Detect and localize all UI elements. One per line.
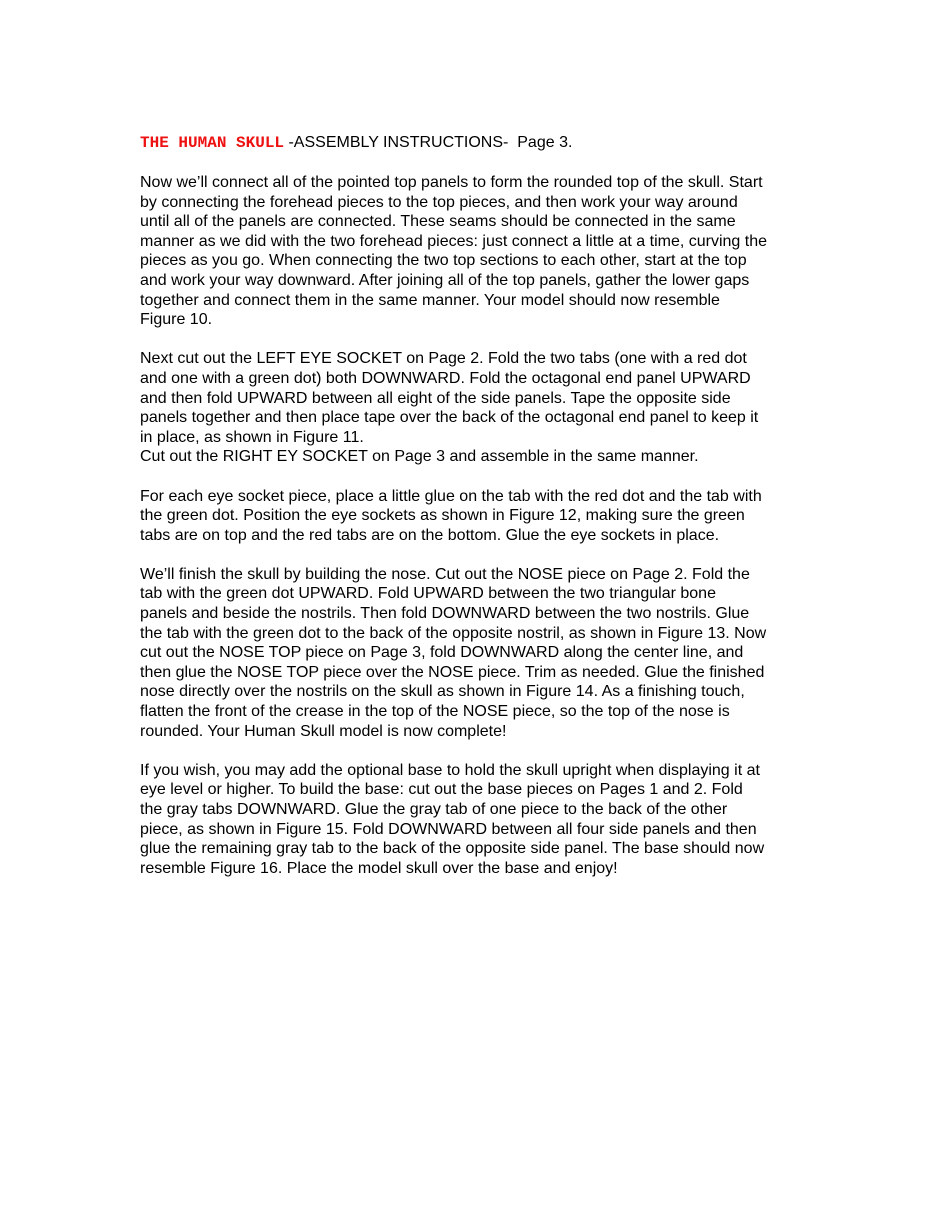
paragraph-3 [140,487,820,546]
document-heading [140,133,820,153]
text-line: rounded. Your Human Skull model is now complete! [140,722,507,740]
text-line: until all of the panels are connected. These seams should be connected in the same [140,213,736,231]
text-line: nose directly over the nostrils on the skull as shown in Figure 14. As a finishing touch, [140,683,745,701]
document-title: THE HUMAN SKULL [140,134,285,152]
text-line: piece, as shown in Figure 15. Fold DOWNWARD between all four side panels and then [140,820,757,838]
text-line: flatten the front of the crease in the top of the NOSE piece, so the top of the nose is [140,703,730,721]
text-line: For each eye socket piece, place a little glue on the tab with the red dot and the tab with [140,487,762,505]
document-subtitle: -ASSEMBLY INSTRUCTIONS- Page 3. [284,134,573,151]
instructions-body [140,173,820,878]
text-line: then glue the NOSE TOP piece over the NOSE piece. Trim as needed. Glue the finished [140,663,765,681]
text-line: the green dot. Position the eye sockets as shown in Figure 12, making sure the green [140,507,745,525]
document-page [140,133,820,898]
paragraph-5 [140,761,820,879]
text-line: glue the remaining gray tab to the back of the opposite side panel. The base should now [140,840,765,858]
text-line: and work your way downward. After joining all of the top panels, gather the lower gaps [140,271,750,289]
paragraph-1 [140,173,820,330]
text-line: and then fold UPWARD between all eight of the side panels. Tape the opposite side [140,389,731,407]
text-line: panels and beside the nostrils. Then fold DOWNWARD between the two nostrils. Glue [140,605,750,623]
text-line: in place, as shown in Figure 11. [140,428,364,446]
text-line: tab with the green dot UPWARD. Fold UPWARD between the two triangular bone [140,585,716,603]
text-line: If you wish, you may add the optional base to hold the skull upright when displaying it at [140,761,760,779]
text-line: panels together and then place tape over the back of the octagonal end panel to keep it [140,409,759,427]
paragraph-4 [140,565,820,741]
text-line: the gray tabs DOWNWARD. Glue the gray tab of one piece to the back of the other [140,801,728,818]
text-line: We’ll finish the skull by building the nose. Cut out the NOSE piece on Page 2. Fold the [140,565,750,583]
text-line: Figure 10. [140,311,213,329]
text-line: and one with a green dot) both DOWNWARD. Fold the octagonal end panel UPWARD [140,369,751,387]
text-line: tabs are on top and the red tabs are on the bottom. Glue the eye sockets in place. [140,526,720,544]
text-line: eye level or higher. To build the base: cut out the base pieces on Pages 1 and 2. Fold [140,781,743,799]
text-line: the tab with the green dot to the back of the opposite nostril, as shown in Figure 13. Now [140,624,767,642]
text-line: Next cut out the LEFT EYE SOCKET on Page 2. Fold the two tabs (one with a red dot [140,350,747,368]
text-line: together and connect them in the same manner. Your model should now resemble [140,291,720,309]
text-line: pieces as you go. When connecting the two top sections to each other, start at the top [140,252,747,270]
text-line: Now we’ll connect all of the pointed top panels to form the rounded top of the skull. Start [140,174,763,191]
text-line: resemble Figure 16. Place the model skull over the base and enjoy! [140,859,618,877]
text-line: by connecting the forehead pieces to the top pieces, and then work your way around [140,193,738,211]
text-line: cut out the NOSE TOP piece on Page 3, fold DOWNWARD along the center line, and [140,644,744,662]
text-line: manner as we did with the two forehead pieces: just connect a little at a time, curving the [140,232,767,250]
paragraph-2 [140,349,820,467]
text-line: Cut out the RIGHT EY SOCKET on Page 3 and assemble in the same manner. [140,448,699,466]
